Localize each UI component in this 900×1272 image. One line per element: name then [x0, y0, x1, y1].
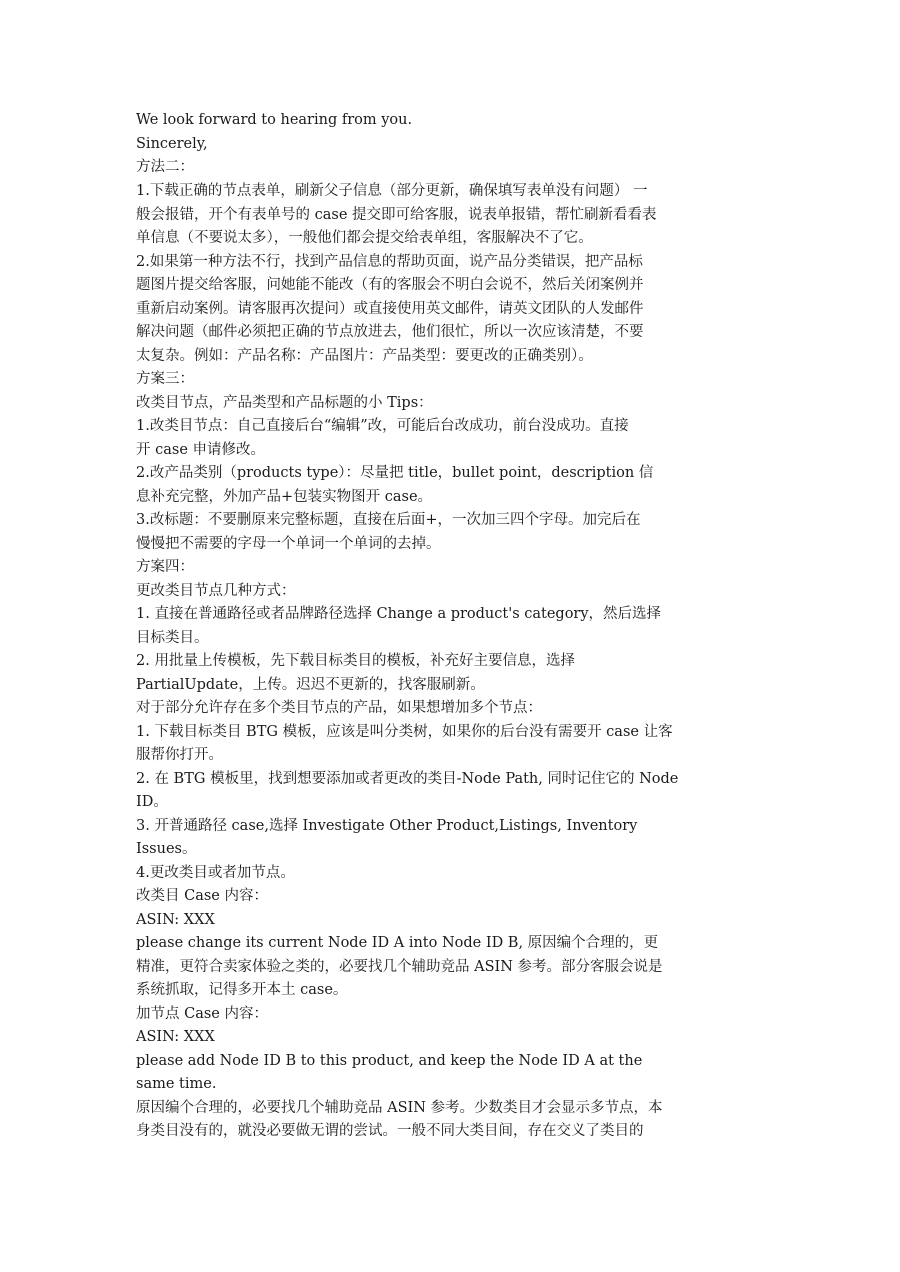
text-line: 加节点 Case 内容： [136, 1006, 268, 1022]
text-line: ASIN: XXX [136, 912, 215, 928]
text-line: 开 case 申请修改。 [136, 442, 266, 458]
text-line: 3. 开普通路径 case,选择 Investigate Other Product,Listings, Inventory [136, 818, 638, 834]
text-line: 精准，更符合卖家体验之类的，必要找几个辅助竞品 ASIN 参考。部分客服会说是 [136, 959, 663, 975]
text-line: 解决问题（邮件必须把正确的节点放进去，他们很忙，所以一次应该清楚，不要 [136, 324, 644, 340]
text-line: 2.改产品类别（products type）：尽量把 title，bullet point，description 信 [136, 465, 654, 481]
text-line: 2. 用批量上传模板，先下载目标类目的模板，补充好主要信息，选择 [136, 653, 575, 669]
section-heading: 方法二： [136, 159, 194, 175]
text-line: 题图片提交给客服，问她能不能改（有的客服会不明白会说不，然后关闭案例并 [136, 277, 644, 293]
text-line: We look forward to hearing from you. [136, 112, 413, 128]
text-line: 2. 在 BTG 模板里，找到想要添加或者更改的类目-Node Path, 同时记住它的 Node [136, 771, 679, 787]
text-line: 4.更改类目或者加节点。 [136, 865, 295, 881]
text-line: 原因编个合理的，必要找几个辅助竞品 ASIN 参考。少数类目才会显示多节点，本 [136, 1100, 663, 1116]
text-line: 慢慢把不需要的字母一个单词一个单词的去掉。 [136, 536, 441, 552]
text-line: please add Node ID B to this product, and keep the Node ID A at the [136, 1053, 643, 1069]
text-line: 1.下载正确的节点表单，刷新父子信息（部分更新，确保填写表单没有问题） 一 [136, 183, 648, 199]
text-line: 1. 直接在普通路径或者品牌路径选择 Change a product's category，然后选择 [136, 606, 662, 622]
text-line: 对于部分允许存在多个类目节点的产品，如果想增加多个节点： [136, 700, 542, 716]
text-line: ASIN: XXX [136, 1029, 215, 1045]
text-line: 改类目节点，产品类型和产品标题的小 Tips： [136, 395, 433, 411]
text-line: 般会报错，开个有表单号的 case 提交即可给客服，说表单报错，帮忙刷新看看表 [136, 207, 657, 223]
text-line: 1.改类目节点：自己直接后台“编辑”改，可能后台改成功，前台没成功。直接 [136, 418, 629, 434]
text-line: 目标类目。 [136, 630, 209, 646]
text-line: 息补充完整，外加产品+包装实物图开 case。 [136, 489, 433, 505]
text-line: please change its current Node ID A into Node ID B, 原因编个合理的，更 [136, 935, 659, 951]
text-line: 改类目 Case 内容： [136, 888, 268, 904]
text-line: PartialUpdate，上传。迟迟不更新的，找客服刷新。 [136, 677, 485, 693]
text-line: ID。 [136, 794, 168, 810]
text-line: 更改类目节点几种方式： [136, 583, 296, 599]
text-line: same time. [136, 1076, 217, 1092]
section-heading: 方案三： [136, 371, 194, 387]
text-line: Issues。 [136, 841, 197, 857]
text-line: 重新启动案例。请客服再次提问）或直接使用英文邮件，请英文团队的人发邮件 [136, 301, 644, 317]
text-line: 2.如果第一种方法不行，找到产品信息的帮助页面，说产品分类错误，把产品标 [136, 254, 643, 270]
text-line: 单信息（不要说太多），一般他们都会提交给表单组，客服解决不了它。 [136, 230, 593, 246]
text-line: Sincerely, [136, 136, 208, 152]
text-line: 1. 下载目标类目 BTG 模板，应该是叫分类树，如果你的后台没有需要开 case 让客 [136, 724, 673, 740]
text-line: 系统抓取，记得多开本土 case。 [136, 982, 348, 998]
text-line: 3.改标题：不要删原来完整标题，直接在后面+，一次加三四个字母。加完后在 [136, 512, 641, 528]
text-line: 身类目没有的，就没必要做无谓的尝试。一般不同大类目间，存在交义了类目的 [136, 1123, 644, 1139]
section-heading: 方案四： [136, 559, 194, 575]
text-line: 太复杂。例如：产品名称：产品图片：产品类型：要更改的正确类别）。 [136, 348, 593, 364]
text-line: 服帮你打开。 [136, 747, 223, 763]
